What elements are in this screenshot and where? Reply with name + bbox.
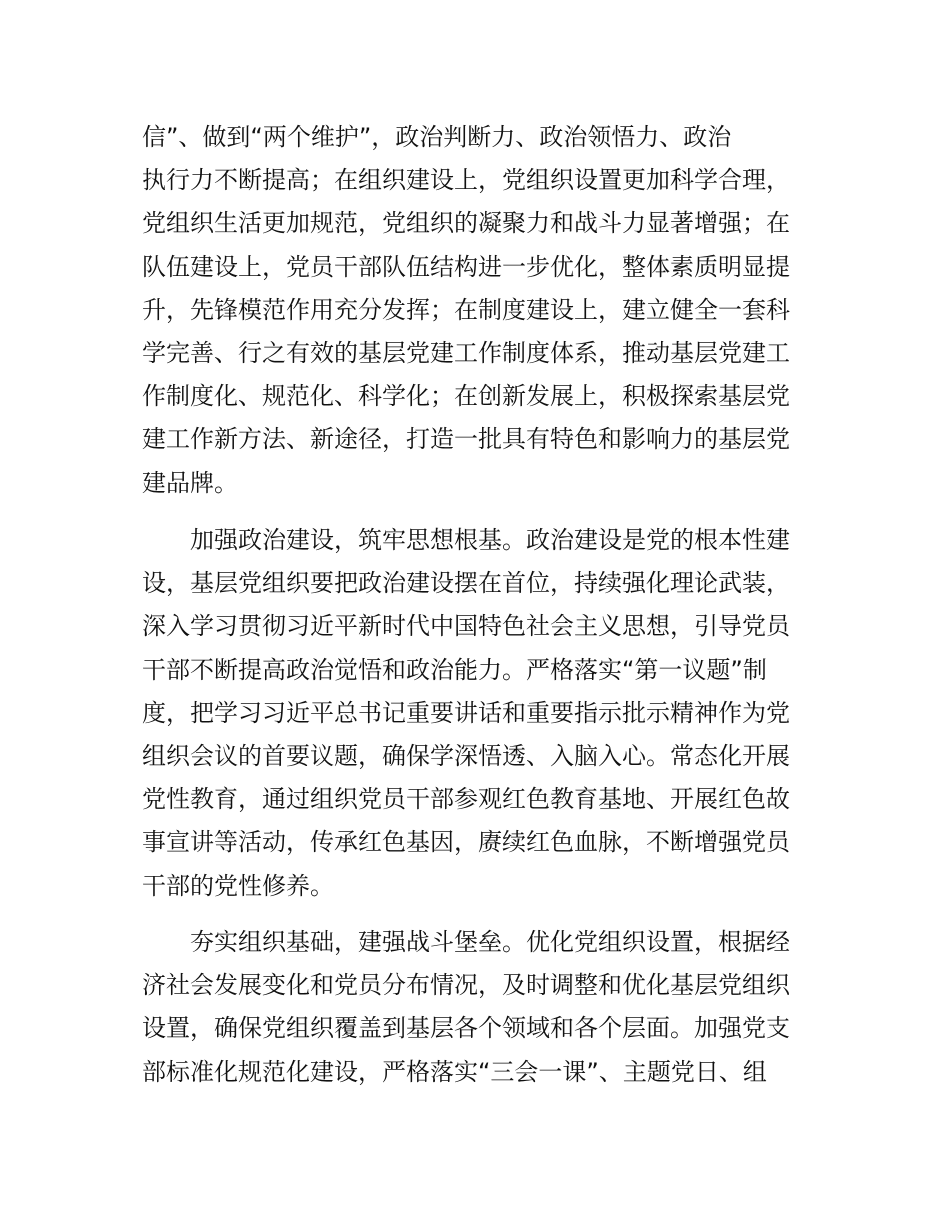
text-line: 组织会议的首要议题，确保学深悟透、入脑入心。常态化开展 [142, 741, 790, 770]
text-line: 夯实组织基础，建强战斗堡垒。优化党组织设置，根据经 [190, 928, 790, 956]
text-line: 党组织生活更加规范，党组织的凝聚力和战斗力显著增强；在 [142, 209, 790, 238]
paragraph-continued [142, 116, 790, 505]
text-line: 干部不断提高政治觉悟和政治能力。严格落实“第一议题”制 [142, 655, 767, 684]
paragraph-organization-foundation [142, 921, 790, 1094]
text-line: 济社会发展变化和党员分布情况，及时调整和优化基层党组织 [142, 971, 790, 1000]
text-line: 部标准化规范化建设，严格落实“三会一课”、主题党日、组 [142, 1057, 767, 1086]
text-line: 干部的党性修养。 [142, 871, 334, 900]
text-line: 建工作新方法、新途径，打造一批具有特色和影响力的基层党 [142, 425, 790, 454]
text-line: 作制度化、规范化、科学化；在创新发展上，积极探索基层党 [142, 382, 790, 411]
text-line: 设置，确保党组织覆盖到基层各个领域和各个层面。加强党支 [142, 1014, 790, 1043]
text-line: 升，先锋模范作用充分发挥；在制度建设上，建立健全一套科 [142, 295, 790, 324]
paragraph-political-building [142, 519, 790, 908]
text-line: 设，基层党组织要把政治建设摆在首位，持续强化理论武装， [142, 569, 790, 598]
text-line: 建品牌。 [142, 468, 238, 497]
text-line: 度，把学习习近平总书记重要讲话和重要指示批示精神作为党 [142, 698, 790, 727]
text-line: 学完善、行之有效的基层党建工作制度体系，推动基层党建工 [142, 338, 790, 367]
text-line: 党性教育，通过组织党员干部参观红色教育基地、开展红色故 [142, 785, 790, 814]
text-line: 加强政治建设，筑牢思想根基。政治建设是党的根本性建 [190, 526, 790, 554]
text-line: 事宣讲等活动，传承红色基因，赓续红色血脉，不断增强党员 [142, 828, 790, 857]
text-line: 信”、做到“两个维护”，政治判断力、政治领悟力、政治 [142, 123, 732, 151]
text-line: 队伍建设上，党员干部队伍结构进一步优化，整体素质明显提 [142, 252, 790, 281]
text-line: 深入学习贯彻习近平新时代中国特色社会主义思想，引导党员 [142, 612, 790, 641]
text-line: 执行力不断提高；在组织建设上，党组织设置更加科学合理， [142, 166, 790, 195]
